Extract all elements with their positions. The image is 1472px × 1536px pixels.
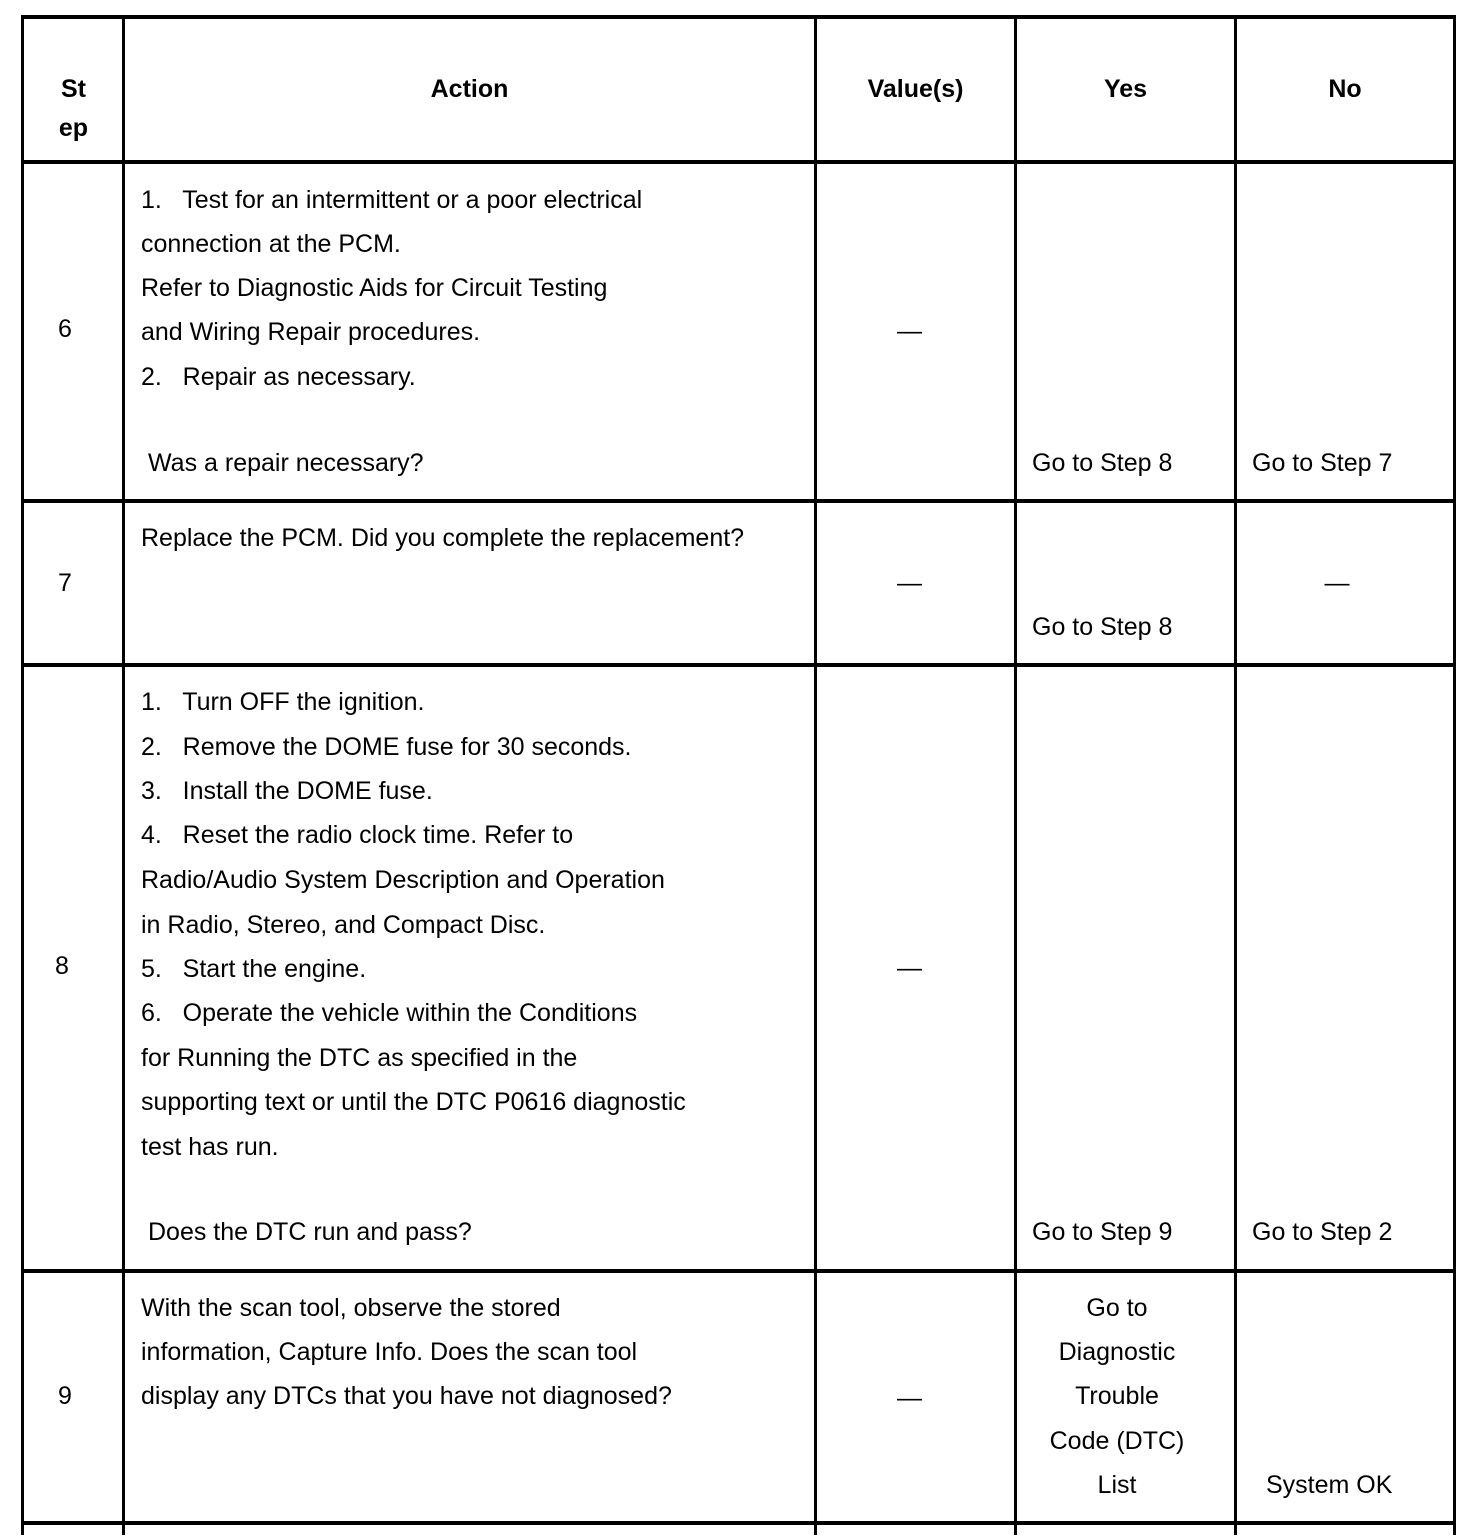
yes-cell: Go to Step 9 (1032, 1218, 1173, 1246)
action-line: connection at the PCM. (141, 230, 401, 258)
step-number: 9 (58, 1382, 72, 1410)
table-border-bottom (21, 1521, 1456, 1525)
value-cell: — (897, 954, 922, 982)
action-line: 4. Reset the radio clock time. Refer to (141, 821, 574, 849)
action-line: for Running the DTC as specified in the (141, 1044, 578, 1072)
step-number: 6 (58, 315, 72, 343)
action-line: Refer to Diagnostic Aids for Circuit Testing (141, 274, 608, 302)
action-line: and Wiring Repair procedures. (141, 318, 481, 346)
row-divider (21, 663, 1456, 667)
row-divider (21, 499, 1456, 503)
yes-cell-line: Code (DTC) (1049, 1427, 1185, 1455)
yes-cell-line: List (1097, 1471, 1137, 1499)
column-divider (1234, 15, 1237, 1535)
action-line: display any DTCs that you have not diagnosed? (141, 1382, 672, 1410)
action-question: Does the DTC run and pass? (148, 1218, 472, 1246)
table-border-top (21, 15, 1456, 19)
action-line: 6. Operate the vehicle within the Conditions (141, 999, 638, 1027)
action-line: With the scan tool, observe the stored (141, 1294, 561, 1322)
action-line: information, Capture Info. Does the scan tool (141, 1338, 638, 1366)
yes-cell-line: Diagnostic (1058, 1338, 1176, 1366)
no-cell: Go to Step 2 (1252, 1218, 1393, 1246)
action-line: in Radio, Stereo, and Compact Disc. (141, 911, 546, 939)
column-divider (122, 15, 125, 1535)
no-cell: System OK (1266, 1471, 1393, 1499)
action-line: supporting text or until the DTC P0616 diagnostic (141, 1088, 686, 1116)
yes-cell: Go to Step 8 (1032, 613, 1173, 641)
action-line: 1. Turn OFF the ignition. (141, 688, 425, 716)
yes-cell: Go to Step 8 (1032, 449, 1173, 477)
action-line: test has run. (141, 1133, 279, 1161)
no-cell: — (1324, 569, 1350, 597)
header-action: Action (430, 75, 509, 103)
action-line: Replace the PCM. Did you complete the replacement? (141, 524, 745, 552)
header-step: St ep (58, 75, 89, 142)
value-cell: — (897, 569, 922, 597)
step-number: 7 (58, 569, 72, 597)
yes-cell-line: Trouble (1075, 1382, 1159, 1410)
step-number: 8 (55, 952, 69, 980)
diagnostic-table (21, 15, 1456, 1535)
value-cell: — (897, 1384, 922, 1412)
action-line: Radio/Audio System Description and Operation (141, 866, 665, 894)
header-yes: Yes (1103, 75, 1148, 103)
no-cell: Go to Step 7 (1252, 449, 1393, 477)
action-line: 1. Test for an intermittent or a poor electrical (141, 186, 643, 214)
header-no: No (1328, 75, 1362, 103)
action-line: 2. Repair as necessary. (141, 363, 416, 391)
action-line: 3. Install the DOME fuse. (141, 777, 433, 805)
column-divider (21, 15, 24, 1535)
value-cell: — (897, 317, 922, 345)
action-line: 5. Start the engine. (141, 955, 367, 983)
column-divider (1453, 15, 1456, 1535)
column-divider (814, 15, 817, 1535)
header-values: Value(s) (867, 75, 964, 103)
row-divider (21, 1269, 1456, 1273)
action-question: Was a repair necessary? (148, 449, 424, 477)
action-line: 2. Remove the DOME fuse for 30 seconds. (141, 733, 632, 761)
header-divider (21, 160, 1456, 164)
yes-cell-line: Go to (1086, 1294, 1148, 1322)
